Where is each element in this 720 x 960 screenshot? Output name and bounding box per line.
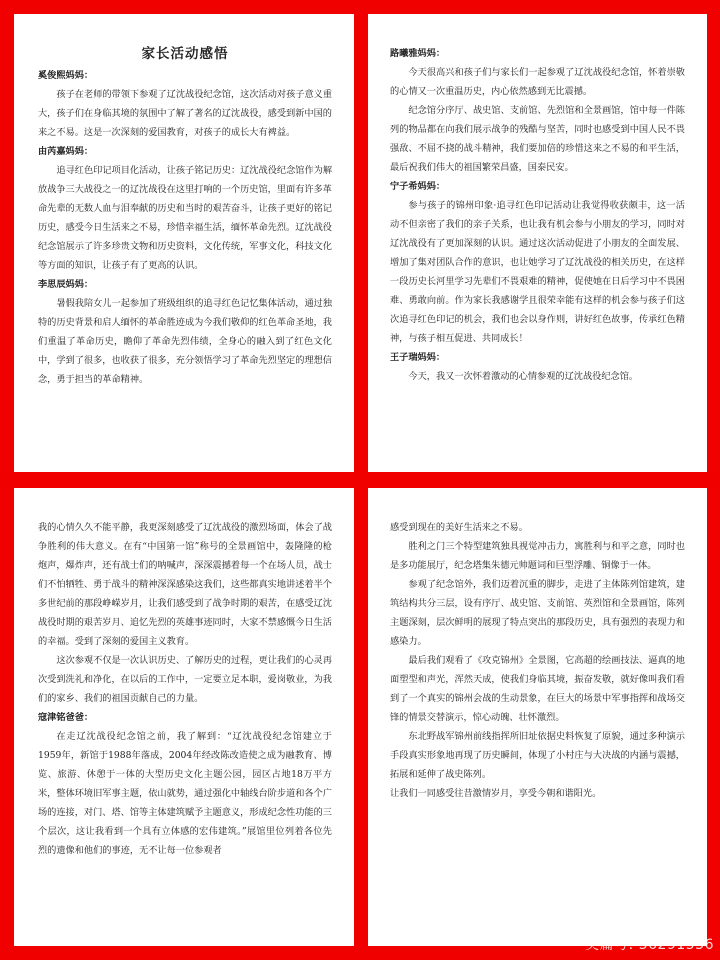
- author-name: 由芮嘉妈妈：: [38, 146, 94, 157]
- paragraph: 胜利之门三个特型建筑独具视觉冲击力，寓胜利与和平之意，同时也是多功能展厅，纪念塔集朱德元帅题词和巨型浮雕、铜像于一体。: [390, 541, 685, 571]
- page-1: [14, 14, 354, 472]
- paragraph: 让我们一同感受往昔激情岁月，享受今朝和谐阳光。: [390, 788, 602, 799]
- paragraph: 东北野战军锦州前线指挥所旧址依据史料恢复了原貌，通过多种演示手段真实形象地再现了历史瞬间，体现了小村庄与大决战的内涵与震撼，拓展和延伸了战史陈列。: [390, 731, 685, 780]
- paragraph: 追寻红色印记项目化活动，让孩子铭记历史：辽沈战役纪念馆作为解放战争三大战役之一的辽沈战役在这里打响的一个历史馆，里面有许多革命先辈的无数人血与泪奉献的历史和当时的艰苦奋斗，让孩子更好的铭记历史，感受今日生活来之不易，珍惜幸福生活，缅怀革命先烈。辽沈战役纪念馆展示了许多珍贵文物和历史资料，文化传统，军事文化，科技文化等方面的知识，让孩子有了更高的认识。: [38, 165, 333, 271]
- paragraph: 纪念馆分序厅、战史馆、支前馆、先烈馆和全景画馆，馆中每一件陈列的物品都在向我们展示战争的残酷与坚苦，同时也感受到中国人民不畏强敌、不屈不挠的战斗精神，我们要加倍的珍惜这来之不易的和平生活，最后祝我们伟大的祖国繁荣昌盛，国泰民安。: [390, 105, 685, 173]
- author-name: 李思辰妈妈：: [38, 279, 94, 290]
- paragraph: 参观了纪念馆外，我们迈着沉重的脚步，走进了主体陈列馆建筑，建筑结构共分三层，设有序厅、战史馆、支前馆、英烈馆和全景画馆，陈列主题深刻，层次鲜明的展现了特点突出的那段历史，具有强烈的表现力和感染力。: [390, 579, 685, 647]
- page-2: [368, 14, 707, 472]
- paragraph: 这次参观不仅是一次认识历史、了解历史的过程，更让我们的心灵再次受到洗礼和净化，在以后的工作中，一定要立足本职，爱岗敬业，为我们的家乡、我们的祖国贡献自己的力量。: [38, 655, 333, 704]
- page-3: [14, 488, 354, 946]
- paragraph: 今天，我又一次怀着激动的心情参观的辽沈战役纪念馆。: [408, 371, 639, 382]
- author-name: 寇津铭爸爸：: [38, 712, 94, 723]
- paragraph: 我的心情久久不能平静，我更深刻感受了辽沈战役的激烈场面，体会了战争胜利的伟大意义。在有“中国第一馆”称号的全景画馆中，轰隆隆的枪炮声，爆炸声，还有战士们的呐喊声，深深震撼着每一个在场人员，战士们不怕牺牲、勇于战斗的精神深深感染这我们，这些都真实地讲述着半个多世纪前的那段峥嵘岁月，让我们感受到了战争时期的艰苦，在感受辽沈战役时期的艰苦岁月、追忆先烈的英雄事迹同时，大家不禁感慨今日生活的幸福。受到了深刻的爱国主义教育。: [38, 522, 332, 647]
- author-name: 宁子希妈妈：: [390, 181, 446, 192]
- author-name: 王子瑞妈妈：: [390, 352, 446, 363]
- author-name: 奚俊熙妈妈：: [38, 70, 94, 81]
- page-4: [368, 488, 707, 946]
- paragraph: 参与孩子的锦州印象·追寻红色印记活动让我觉得收获颇丰，这一活动不但亲密了我们的亲子关系，也让我有机会参与小朋友的学习，同时对辽沈战役有了更加深刻的认识。通过这次活动促进了小朋友的全面发展、增加了集对团队合作的意识，也让她学习了辽沈战役的相关历史，在这样一段历史长河里学习先辈们不畏艰难的精神，促使她在日后学习中不畏困难、勇敢向前。作为家长我感谢学且很荣幸能有这样的机会参与孩子们这次追寻红色印记的机会，我们也会以身作则，讲好红色故事，传承红色精神，与孩子相互促进、共同成长！: [390, 200, 685, 344]
- paragraph: 今天很高兴和孩子们与家长们一起参观了辽沈战役纪念馆，怀着崇敬的心情又一次重温历史，内心依然感到无比震撼。: [390, 67, 685, 97]
- paragraph: 在走辽沈战役纪念馆之前，我了解到：“辽沈战役纪念馆建立于1959年，新馆于1988年落成，2004年经改陈改造使之成为融教育、博览、旅游、休憩于一体的大型历史文化主题公园，园区占地18万平方米，整体环境旧军事主题，依山就势，通过强化中轴线台阶步道和各个广场的连接，对门、塔、馆等主体建筑赋予主题意义，形成纪念性功能的三个层次，这让我看到一个具有立体感的宏伟建筑。”展馆里位列着各位先烈的遗像和他们的事迹，无不让每一位参观者: [38, 731, 332, 856]
- paragraph: 感受到现在的美好生活来之不易。: [390, 522, 528, 533]
- paragraph: 暑假我陪女儿一起参加了班级组织的追寻红色记忆集体活动，通过独特的历史背景和启人缅怀的革命胜迹成为今我们敬仰的红色革命圣地，我们重温了革命历史，瞻仰了革命先烈伟绩，全身心的融入到了红色文化中，学到了很多，也收获了很多，充分领悟学习了革命先烈坚定的理想信念，勇于担当的革命精神。: [38, 298, 333, 385]
- watermark: 美篇号: 56291536: [585, 937, 714, 953]
- paragraph: 孩子在老师的带领下参观了辽沈战役纪念馆，这次活动对孩子意义重大，孩子们在身临其境的氛围中了解了著名的辽沈战役，感受到新中国的来之不易。这是一次深刻的爱国教育，对孩子的成长大有裨益。: [38, 89, 333, 138]
- author-name: 路曦雅妈妈：: [390, 48, 446, 59]
- paragraph: 最后我们观看了《攻克锦州》全景图，它高超的绘画技法、逼真的地面塑型和声光，浑然天成，使我们身临其境，振奋发敬，就好像叫我们看到了一个真实的锦州会战的生动景象，在巨大的场景中军事指挥和战场交锋的情景交替演示，惊心动魄、壮怀激烈。: [390, 655, 685, 723]
- document-title: 家长活动感悟: [141, 46, 229, 62]
